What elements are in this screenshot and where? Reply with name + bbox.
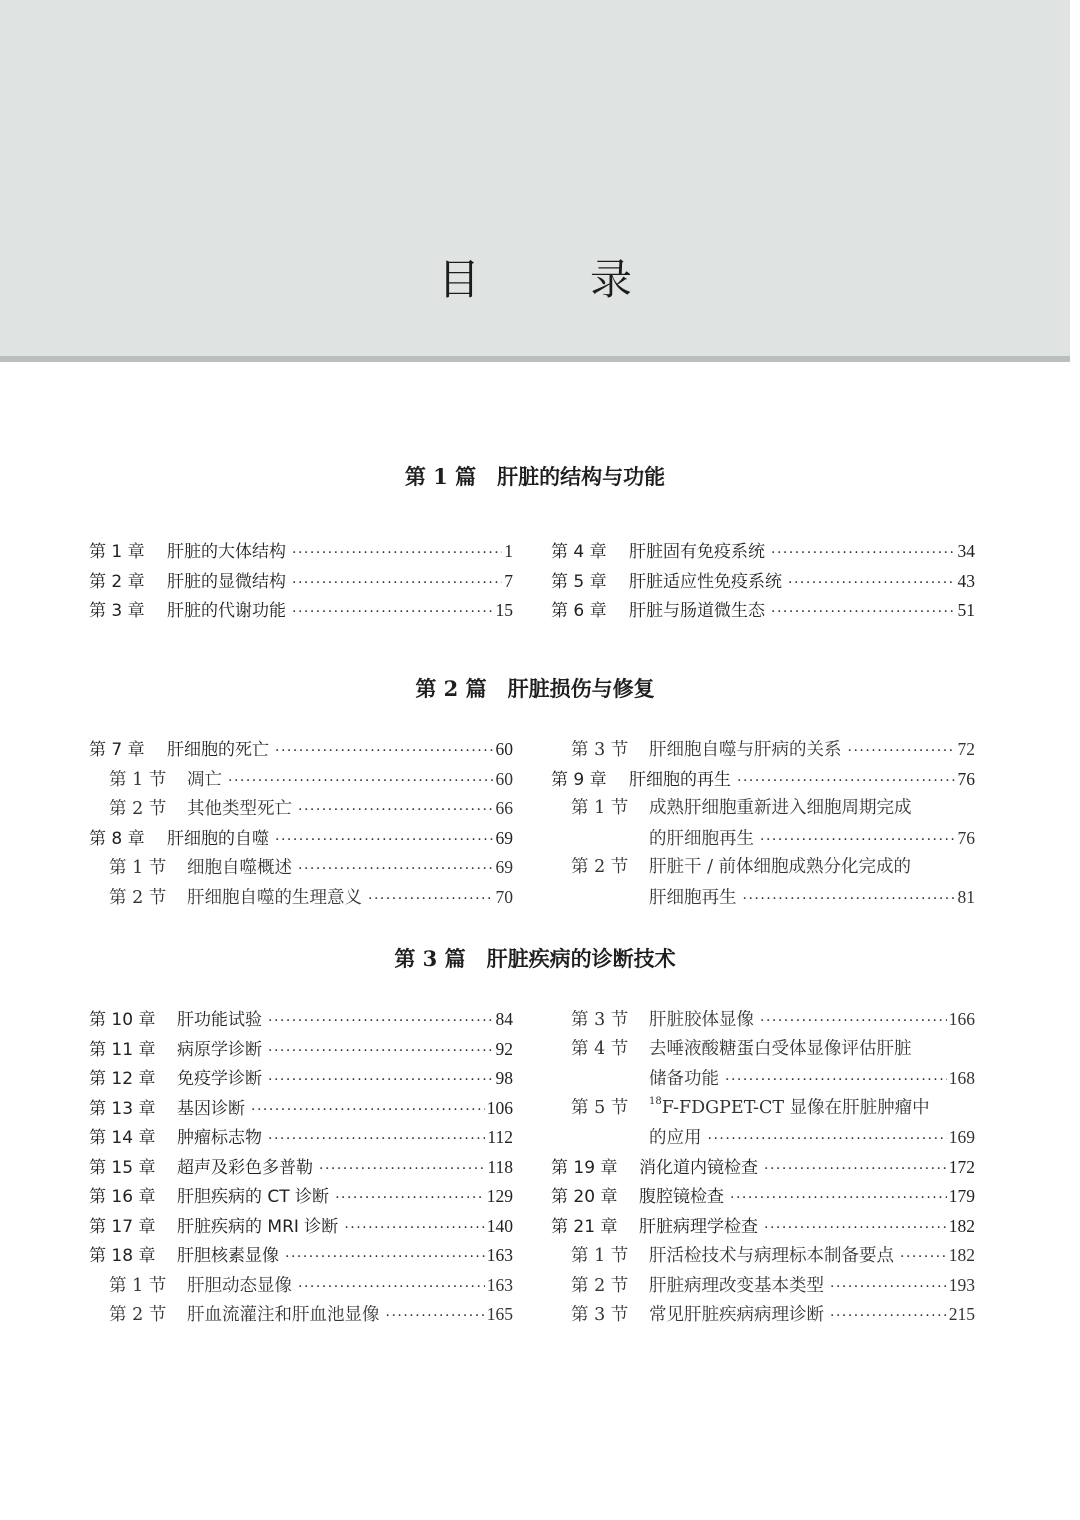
entry-title: 肝细胞的死亡 bbox=[167, 740, 269, 760]
toc-entry[interactable] bbox=[89, 1094, 513, 1124]
entry-title: 肝脏固有免疫系统 bbox=[629, 542, 765, 562]
toc-entry[interactable] bbox=[551, 765, 975, 795]
toc-entry[interactable] bbox=[551, 853, 975, 883]
entry-number: 第 3 节 bbox=[571, 1010, 629, 1030]
toc-entry[interactable] bbox=[89, 1064, 513, 1094]
entry-title: 肝细胞自噬的生理意义 bbox=[187, 887, 362, 908]
entry-number: 第 20 章 bbox=[551, 1187, 618, 1207]
entry-page: 140 bbox=[486, 1215, 513, 1236]
entry-title: 其他类型死亡 bbox=[187, 799, 292, 819]
entry-page: 168 bbox=[948, 1068, 975, 1088]
part-3-title: 第 3 篇 肝脏疾病的诊断技术 bbox=[394, 946, 676, 971]
entry-page: 112 bbox=[487, 1127, 513, 1147]
toc-entry[interactable] bbox=[89, 1035, 513, 1065]
entry-title: 肝脏胶体显像 bbox=[649, 1010, 754, 1030]
entry-number: 第 1 节 bbox=[109, 858, 167, 878]
page-title-char-1: 目 bbox=[437, 255, 480, 304]
entry-number: 第 6 章 bbox=[551, 601, 607, 621]
entry-title: 肝脏疾病的 MRI 诊断 bbox=[177, 1216, 339, 1237]
toc-entry[interactable] bbox=[89, 1005, 513, 1035]
entry-page: 118 bbox=[487, 1156, 513, 1177]
entry-number: 第 2 节 bbox=[571, 857, 629, 877]
entry-title: 肝脏的大体结构 bbox=[167, 542, 286, 562]
entry-page: 69 bbox=[495, 827, 513, 848]
entry-number: 第 9 章 bbox=[551, 769, 607, 790]
entry-number: 第 11 章 bbox=[89, 1039, 156, 1060]
part-3-right-column bbox=[551, 1005, 975, 1330]
toc-entry[interactable] bbox=[89, 596, 513, 626]
entry-page: 172 bbox=[948, 1156, 975, 1177]
entry-title: 腹腔镜检查 bbox=[639, 1187, 724, 1207]
entry-title: 肝细胞的再生 bbox=[629, 769, 731, 790]
toc-entry-continuation[interactable] bbox=[551, 883, 975, 913]
entry-number: 第 2 节 bbox=[571, 1275, 629, 1296]
toc-entry[interactable] bbox=[551, 794, 975, 824]
entry-page: 98 bbox=[495, 1068, 513, 1088]
entry-title: 肝胆疾病的 CT 诊断 bbox=[177, 1187, 330, 1207]
entry-page: 60 bbox=[495, 739, 513, 759]
part-3-left-column bbox=[89, 1005, 513, 1330]
entry-number: 第 3 节 bbox=[571, 1305, 629, 1325]
title-banner-rule bbox=[0, 356, 1070, 362]
part-2-right-column bbox=[551, 735, 975, 912]
toc-entry[interactable] bbox=[551, 567, 975, 597]
toc-entry[interactable] bbox=[89, 537, 513, 567]
entry-page: 51 bbox=[957, 600, 975, 620]
entry-title: 成熟肝细胞重新进入细胞周期完成 bbox=[649, 798, 912, 818]
toc-entry[interactable] bbox=[551, 596, 975, 626]
entry-title: 肝细胞自噬与肝病的关系 bbox=[649, 740, 842, 760]
page-title-char-2: 录 bbox=[590, 255, 633, 304]
entry-number: 第 5 章 bbox=[551, 571, 607, 592]
toc-entry[interactable] bbox=[551, 1241, 975, 1271]
entry-number: 第 2 节 bbox=[109, 887, 167, 908]
entry-number: 第 1 节 bbox=[109, 769, 167, 790]
entry-number: 第 2 节 bbox=[109, 1305, 167, 1325]
entry-title: 肝细胞的自噬 bbox=[167, 828, 269, 849]
toc-entry[interactable] bbox=[89, 567, 513, 597]
entry-title-continued: 的应用 bbox=[649, 1128, 702, 1148]
toc-entry[interactable] bbox=[89, 1300, 513, 1330]
toc-entry-continuation[interactable] bbox=[551, 824, 975, 854]
entry-number: 第 3 节 bbox=[571, 740, 629, 760]
entry-page: 72 bbox=[957, 739, 975, 759]
entry-number: 第 2 章 bbox=[89, 571, 145, 592]
entry-number: 第 3 章 bbox=[89, 601, 145, 621]
toc-entry[interactable] bbox=[551, 1271, 975, 1301]
entry-title: 肝脏病理学检查 bbox=[639, 1216, 758, 1237]
toc-entry[interactable] bbox=[551, 1300, 975, 1330]
entry-number: 第 4 节 bbox=[571, 1038, 629, 1059]
entry-page: 84 bbox=[495, 1009, 513, 1029]
entry-page: 69 bbox=[495, 857, 513, 877]
entry-page: 15 bbox=[495, 600, 513, 620]
entry-number: 第 8 章 bbox=[89, 828, 145, 849]
entry-page: 182 bbox=[948, 1215, 975, 1236]
toc-entry[interactable] bbox=[89, 824, 513, 854]
toc-entry[interactable] bbox=[89, 1271, 513, 1301]
entry-title: 肿瘤标志物 bbox=[177, 1128, 262, 1148]
entry-page: 1 bbox=[504, 541, 513, 561]
toc-entry[interactable] bbox=[89, 1212, 513, 1242]
entry-number: 第 5 节 bbox=[571, 1097, 629, 1118]
entry-number: 第 1 节 bbox=[571, 798, 629, 818]
toc-entry[interactable] bbox=[89, 1153, 513, 1183]
entry-page: 76 bbox=[957, 827, 975, 848]
entry-title: 肝脏适应性免疫系统 bbox=[629, 571, 782, 592]
toc-entry[interactable] bbox=[551, 1094, 975, 1124]
toc-entry[interactable] bbox=[89, 794, 513, 824]
entry-number: 第 13 章 bbox=[89, 1098, 156, 1119]
entry-number: 第 12 章 bbox=[89, 1069, 156, 1089]
entry-title: 常见肝脏疾病病理诊断 bbox=[649, 1305, 824, 1325]
part-1-left-column bbox=[89, 537, 513, 626]
toc-entry[interactable] bbox=[89, 853, 513, 883]
entry-title: 肝脏的显微结构 bbox=[167, 571, 286, 592]
part-1-title: 第 1 篇 肝脏的结构与功能 bbox=[404, 464, 666, 489]
entry-number: 第 7 章 bbox=[89, 740, 145, 760]
entry-title-text: F-FDGPET-CT 显像在肝脏肿瘤中 bbox=[661, 1097, 930, 1118]
entry-page: 215 bbox=[948, 1304, 975, 1324]
entry-title: 凋亡 bbox=[187, 769, 222, 790]
entry-number: 第 2 节 bbox=[109, 799, 167, 819]
entry-page: 182 bbox=[948, 1245, 975, 1265]
toc-entry[interactable] bbox=[551, 537, 975, 567]
entry-page: 106 bbox=[486, 1097, 513, 1118]
entry-page: 70 bbox=[495, 886, 513, 907]
entry-page: 7 bbox=[504, 570, 513, 591]
entry-page: 66 bbox=[495, 798, 513, 818]
entry-title: 肝胆核素显像 bbox=[177, 1246, 279, 1266]
entry-title-continued: 储备功能 bbox=[649, 1069, 719, 1089]
entry-number: 第 1 节 bbox=[109, 1275, 167, 1296]
entry-page: 193 bbox=[948, 1274, 975, 1295]
entry-number: 第 1 节 bbox=[571, 1246, 629, 1266]
entry-page: 76 bbox=[957, 768, 975, 789]
toc-entry[interactable] bbox=[551, 735, 975, 765]
entry-title: 肝功能试验 bbox=[177, 1010, 262, 1030]
entry-title: 肝脏与肠道微生态 bbox=[629, 601, 765, 621]
entry-page: 163 bbox=[486, 1274, 513, 1295]
toc-entry[interactable] bbox=[89, 735, 513, 765]
entry-title-continued: 的肝细胞再生 bbox=[649, 828, 754, 849]
entry-page: 60 bbox=[495, 768, 513, 789]
entry-title: 肝脏干 / 前体细胞成熟分化完成的 bbox=[649, 857, 912, 877]
entry-title: 肝脏的代谢功能 bbox=[167, 601, 286, 621]
toc-entry[interactable] bbox=[551, 1005, 975, 1035]
entry-page: 169 bbox=[948, 1127, 975, 1147]
entry-page: 165 bbox=[486, 1304, 513, 1324]
entry-number: 第 10 章 bbox=[89, 1010, 156, 1030]
toc-entry[interactable] bbox=[89, 765, 513, 795]
entry-number: 第 1 章 bbox=[89, 542, 145, 562]
entry-page: 34 bbox=[957, 541, 975, 561]
entry-number: 第 17 章 bbox=[89, 1216, 156, 1237]
entry-title-continued: 肝细胞再生 bbox=[649, 887, 737, 908]
entry-number: 第 18 章 bbox=[89, 1246, 156, 1266]
entry-page: 81 bbox=[957, 886, 975, 907]
entry-title: 肝胆动态显像 bbox=[187, 1275, 292, 1296]
entry-title: 消化道内镜检查 bbox=[639, 1157, 758, 1178]
entry-number: 第 19 章 bbox=[551, 1157, 618, 1178]
toc-entry[interactable] bbox=[89, 1241, 513, 1271]
entry-title: 肝脏病理改变基本类型 bbox=[649, 1275, 824, 1296]
entry-title: 去唾液酸糖蛋白受体显像评估肝脏 bbox=[649, 1038, 912, 1059]
part-2-left-column bbox=[89, 735, 513, 912]
toc-entry[interactable] bbox=[89, 883, 513, 913]
entry-number: 第 14 章 bbox=[89, 1128, 156, 1148]
entry-title: 病原学诊断 bbox=[177, 1039, 262, 1060]
toc-entry[interactable] bbox=[551, 1182, 975, 1212]
entry-page: 163 bbox=[486, 1245, 513, 1265]
toc-entry[interactable] bbox=[89, 1182, 513, 1212]
entry-title: 基因诊断 bbox=[177, 1098, 245, 1119]
entry-page: 129 bbox=[486, 1186, 513, 1206]
part-1-right-column bbox=[551, 537, 975, 626]
toc-entry-continuation[interactable] bbox=[551, 1123, 975, 1153]
entry-title bbox=[649, 1094, 930, 1124]
entry-page: 92 bbox=[495, 1038, 513, 1059]
entry-title: 肝活检技术与病理标本制备要点 bbox=[649, 1246, 894, 1266]
entry-number: 第 16 章 bbox=[89, 1187, 156, 1207]
entry-number: 第 4 章 bbox=[551, 542, 607, 562]
entry-title: 超声及彩色多普勒 bbox=[177, 1157, 313, 1178]
entry-number: 第 15 章 bbox=[89, 1157, 156, 1178]
part-2-title: 第 2 篇 肝脏损伤与修复 bbox=[415, 676, 655, 701]
toc-entry-continuation[interactable] bbox=[551, 1064, 975, 1094]
toc-entry[interactable] bbox=[551, 1212, 975, 1242]
entry-title: 肝血流灌注和肝血池显像 bbox=[187, 1305, 380, 1325]
entry-number: 第 21 章 bbox=[551, 1216, 618, 1237]
isotope-superscript: 18 bbox=[649, 1095, 662, 1107]
toc-entry[interactable] bbox=[551, 1153, 975, 1183]
entry-title: 细胞自噬概述 bbox=[187, 858, 292, 878]
entry-page: 179 bbox=[948, 1186, 975, 1206]
toc-entry[interactable] bbox=[89, 1123, 513, 1153]
page-title bbox=[0, 250, 1070, 310]
entry-page: 166 bbox=[948, 1009, 975, 1029]
entry-page: 43 bbox=[957, 570, 975, 591]
entry-title: 免疫学诊断 bbox=[177, 1069, 262, 1089]
toc-entry[interactable] bbox=[551, 1035, 975, 1065]
